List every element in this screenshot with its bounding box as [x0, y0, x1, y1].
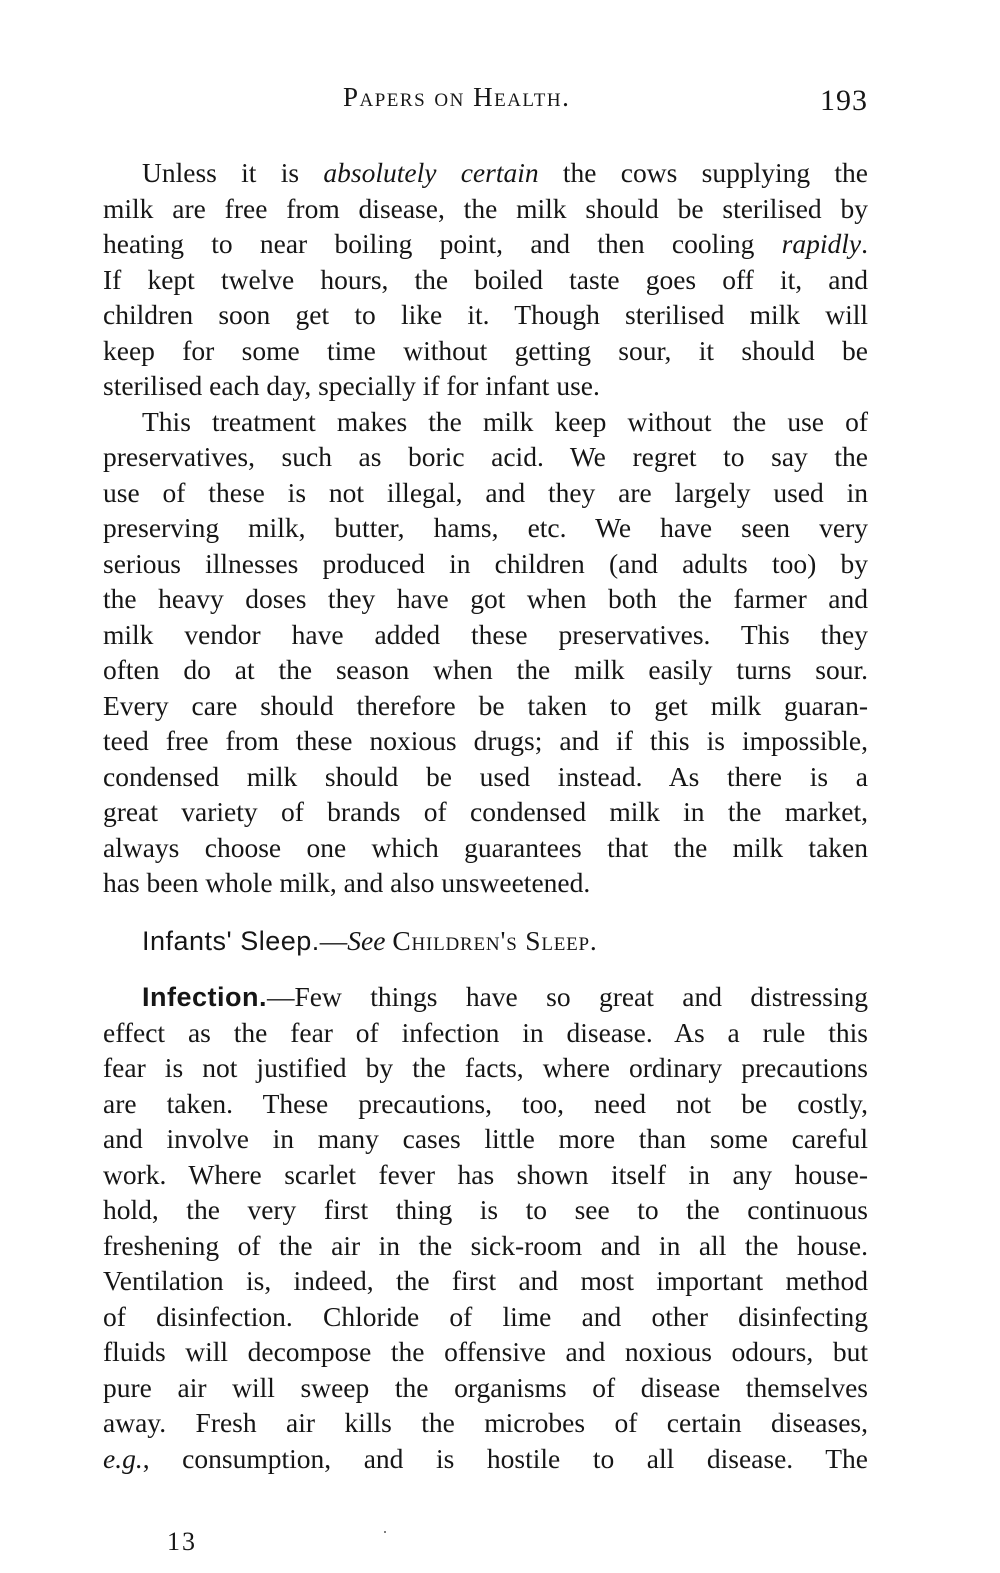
text-line: are taken. These precautions, too, need not be costly, — [103, 1087, 868, 1119]
running-head — [103, 82, 868, 122]
text-line: has been whole milk, and also unsweetened. — [103, 867, 591, 898]
text-line: condensed milk should be used instead. As there is a — [103, 760, 868, 792]
cross-reference: Children's Sleep. — [392, 925, 598, 956]
text-line: Unless it is absolutely certain the cows supplying the — [142, 157, 868, 188]
print-speck — [384, 1531, 386, 1533]
text-line: great variety of brands of condensed milk in the market, — [103, 796, 868, 827]
text-line: milk are free from disease, the milk should be sterilised by — [103, 192, 868, 224]
text-line: Every care should therefore be taken to get milk guaran- — [103, 689, 868, 721]
running-title: Papers on Health. — [343, 82, 571, 112]
text-line: If kept twelve hours, the boiled taste goes off it, and — [103, 263, 868, 295]
text-line: preserving milk, butter, hams, etc. We have seen very — [103, 512, 868, 543]
text-line: fear is not justified by the facts, where ordinary precautions — [103, 1052, 868, 1083]
text-line: milk vendor have added these preservatives. This they — [103, 618, 868, 650]
text-line: hold, the very first thing is to see to the continuous — [103, 1194, 868, 1225]
entry-heading: Infection. — [142, 982, 267, 1012]
text-line: of disinfection. Chloride of lime and other disinfecting — [103, 1300, 868, 1332]
text-line: teed free from these noxious drugs; and if this is impossible, — [103, 725, 868, 756]
text-line: fluids will decompose the offensive and noxious odours, but — [103, 1336, 868, 1367]
text-line: Infection.—Few things have so great and distressing — [142, 981, 868, 1012]
text-line: children soon get to like it. Though sterilised milk will — [103, 299, 868, 330]
text-line: freshening of the air in the sick-room and in all the house. — [103, 1229, 868, 1261]
text-line: work. Where scarlet fever has shown itself in any house- — [103, 1158, 868, 1190]
text-line: e.g., consumption, and is hostile to all disease. The — [103, 1442, 868, 1474]
page-number: 193 — [820, 84, 868, 117]
text-line: sterilised each day, specially if for infant use. — [103, 370, 600, 401]
text-line: always choose one which guarantees that the milk taken — [103, 831, 868, 863]
text-line: keep for some time without getting sour, it should be — [103, 334, 868, 366]
text-line: use of these is not illegal, and they are largely used in — [103, 476, 868, 508]
text-line: often do at the season when the milk easily turns sour. — [103, 654, 868, 685]
see-reference-label: See — [347, 925, 386, 956]
entry-heading: Infants' Sleep. — [142, 926, 320, 956]
text-line: Ventilation is, indeed, the first and most important method — [103, 1265, 868, 1296]
text-line: pure air will sweep the organisms of disease themselves — [103, 1371, 868, 1403]
text-line: away. Fresh air kills the microbes of certain diseases, — [103, 1407, 868, 1438]
text-line: the heavy doses they have got when both the farmer and — [103, 583, 868, 614]
text-line: This treatment makes the milk keep without the use of — [142, 405, 868, 437]
signature-mark: 13 — [167, 1527, 197, 1556]
entry-infants-sleep: Infants' Sleep.—See Children's Sleep. — [142, 925, 598, 956]
text-line: effect as the fear of infection in disease. As a rule this — [103, 1016, 868, 1048]
text-line: serious illnesses produced in children (and adults too) by — [103, 547, 868, 579]
text-line: and involve in many cases little more than some careful — [103, 1123, 868, 1154]
text-line: preservatives, such as boric acid. We regret to say the — [103, 441, 868, 472]
text-line: heating to near boiling point, and then cooling rapidly. — [103, 228, 868, 259]
